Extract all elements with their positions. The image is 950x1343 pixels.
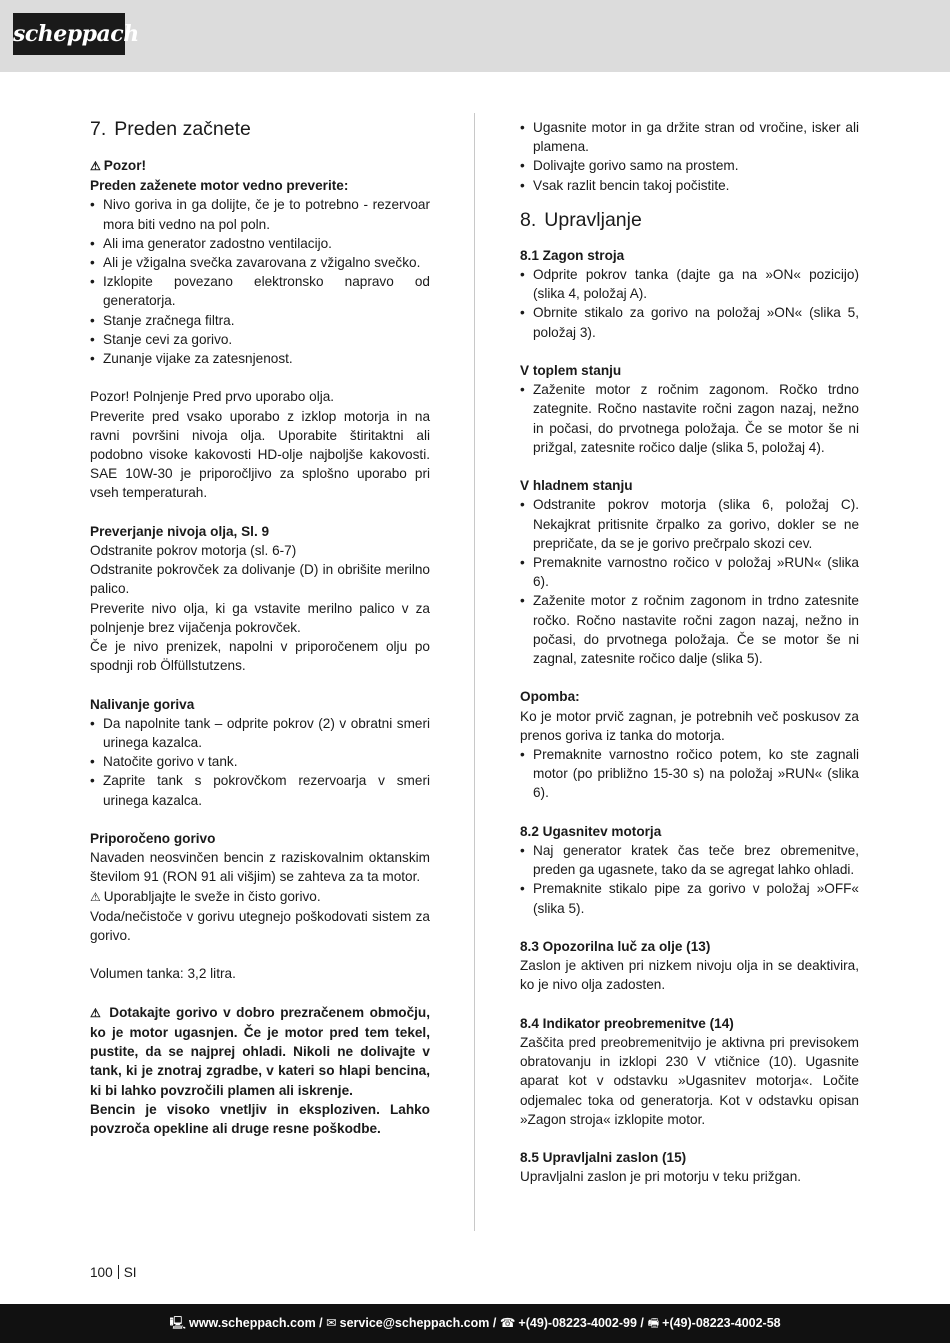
display-title: 8.5 Upravljalni zaslon (15) — [520, 1150, 687, 1166]
check-title: Preden zaženete motor vedno preverite: — [90, 178, 349, 194]
fuel-list — [90, 714, 430, 810]
list-item: • Stanje cevi za gorivo. — [90, 330, 430, 349]
email-link[interactable]: service@scheppach.com / — [339, 1316, 497, 1330]
phone-icon: ☎ — [499, 1316, 516, 1330]
warm-list — [520, 380, 859, 457]
list-item: • Premaknite varnostno ročico v položaj »RUN« (slika 6). — [520, 553, 859, 591]
list-item: • Odprite pokrov tanka (dajte ga na »ON« pozicijo) (slika 4, položaj A). — [520, 265, 859, 303]
fax-icon: 🖷 — [647, 1316, 660, 1330]
note-title: Opomba: — [520, 689, 580, 705]
oil-light-text: Zaslon je aktiven pri nizkem nivoju olja in se deaktivira, ko je nivo olja zadosten. — [520, 958, 859, 993]
list-item: • Vsak razlit bencin takoj počistite. — [520, 176, 859, 195]
overload-title: 8.4 Indikator preobremenitve (14) — [520, 1015, 734, 1031]
page-number: 100 SI — [90, 1265, 137, 1280]
flammable-warning: Bencin je visoko vnetljiv in eksploziven. Lahko povzroča opekline ali druge resne poškodbe. — [90, 1101, 430, 1137]
check-list — [90, 195, 430, 368]
header-bar — [0, 0, 950, 72]
fresh-fuel-note: ⚠ Uporabljajte le sveže in čisto gorivo. — [90, 887, 430, 907]
list-item: • Izklopite povezano elektronsko napravo od generatorja. — [90, 272, 430, 310]
fuel-title: Nalivanje goriva — [90, 696, 195, 712]
list-item: • Premaknite varnostno ročico potem, ko ste zagnali motor (po približno 15-30 s) na položaj »RUN« (slika 6). — [520, 745, 859, 803]
column-divider — [474, 113, 475, 1231]
recommended-fuel-text: Navaden neosvinčen bencin z raziskovalnim oktanskim številom 91 (RON 91 ali višjim) se zahteva za ta motor. — [90, 850, 430, 885]
mail-icon: ✉ — [326, 1316, 337, 1330]
list-item: • Zaženite motor z ročnim zagonom. Ročko trdno zategnite. Ročno nastavite ročni zagon nazaj, nežno in počasi, do prvotnega položaja. Če se motor še ni prižgal, zatesnite ročico dalje (slika 5, položaj 4). — [520, 380, 859, 457]
oil-fill-text: Preverite pred vsako uporabo z izklop motorja in na ravni površini nivoja olja. Uporabite štiritaktni ali podobno visoke kakovosti HD-olje najboljše kakovosti. SAE 10W-30 je priporočljivo za splošno uporabo pri vseh temperaturah. — [90, 408, 430, 501]
list-item: • Natočite gorivo v tank. — [90, 752, 430, 771]
list-item: • Odstranite pokrov motorja (slika 6, položaj C). Nekajkrat pritisnite črpalko za gorivo, dokler se ne prepričate, da se je gorivo prečrpalo skozi cev. — [520, 495, 859, 553]
warning-triangle-icon: ⚠ — [90, 159, 101, 173]
right-column — [520, 118, 859, 1187]
oil-check-line: Odstranite pokrov motorja (sl. 6-7) — [90, 543, 297, 559]
oil-check-line: Preverite nivo olja, ki ga vstavite merilno palico v za polnjenje brez vijačenja pokrovček. — [90, 600, 430, 635]
start-list — [520, 265, 859, 342]
oil-check-title: Preverjanje nivoja olja, Sl. 9 — [90, 523, 270, 539]
list-item: • Obrnite stikalo za gorivo na položaj »ON« (slika 5, položaj 3). — [520, 303, 859, 341]
list-item: • Ali ima generator zadostno ventilacijo. — [90, 234, 430, 253]
computer-icon: 🖳 — [169, 1316, 187, 1330]
cold-list — [520, 495, 859, 668]
list-item: • Stanje zračnega filtra. — [90, 311, 430, 330]
note-list — [520, 745, 859, 803]
phone-number: +(49)-08223-4002-99 / — [518, 1316, 644, 1330]
oil-check-line: Če je nivo prenizek, napolni v priporočenem olju po spodnji rob Ölfüllstutzens. — [90, 639, 430, 674]
list-item: • Nivo goriva in ga dolijte, če je to potrebno - rezervoar mora biti vedno na pol poln. — [90, 195, 430, 233]
list-item: • Zunanje vijake za zatesnjenost. — [90, 349, 430, 368]
oil-light-title: 8.3 Opozorilna luč za olje (13) — [520, 939, 711, 955]
list-item: • Da napolnite tank – odprite pokrov (2) v obratni smeri urinega kazalca. — [90, 714, 430, 752]
list-item: • Zaženite motor z ročnim zagonom in trdno zatesnite ročko. Ročno nastavite ročni zagon nazaj, nežno in počasi, do prvotnega položaja. Če se motor še ni zagnal, zatesnite ročico dalje (slika 5). — [520, 591, 859, 668]
tank-volume: Volumen tanka: 3,2 litra. — [90, 966, 236, 982]
overload-text: Zaščita pred preobremenitvijo je aktivna pri previsokem obratovanju in izklopi 230 V vtičnice (10). Ugasnite aparat kot v odstavku »Ugasnitev motorja«. Ločite odjemalec toka od generatorja. Kot v odstavku opisan »Zagon stroja« izklopite motor. — [520, 1035, 859, 1127]
list-item: • Zaprite tank s pokrovčkom rezervoarja v smeri urinega kazalca. — [90, 771, 430, 809]
list-item: • Naj generator kratek čas teče brez obremenitve, preden ga ugasnete, tako da se agregat lahko ohladi. — [520, 841, 859, 879]
stop-title: 8.2 Ugasnitev motorja — [520, 823, 662, 839]
cold-title: V hladnem stanju — [520, 478, 633, 494]
list-item: • Premaknite stikalo pipe za gorivo v položaj »OFF« (slika 5). — [520, 879, 859, 917]
note-text: Ko je motor prvič zagnan, je potrebnih več poskusov za prenos goriva iz tanka do motorja. — [520, 708, 859, 743]
oil-fill-line: Pozor! Polnjenje Pred prvo uporabo olja. — [90, 389, 335, 405]
start-title: 8.1 Zagon stroja — [520, 247, 625, 263]
recommended-fuel-title: Priporočeno gorivo — [90, 831, 216, 847]
left-column — [90, 118, 430, 1138]
fuel-safety-warning: ⚠ Dotakajte gorivo v dobro prezračenem območju, ko je motor ugasnjen. Če je motor pred tem tekel, pustite, da se najprej ohladi. Nikoli ne dolivajte v tank, ki je znotraj zgradbe, v kateri so hlapi bencina, ki bi lahko povzročili plamen ali iskrenje. — [90, 1004, 430, 1098]
contamination-note: Voda/nečistoče v gorivu utegnejo poškodovati sistem za gorivo. — [90, 908, 430, 944]
warning-triangle-icon: ⚠ — [90, 1005, 101, 1020]
top-list — [520, 118, 859, 195]
footer-contact-bar — [0, 1304, 950, 1343]
scheppach-logo: scheppach — [13, 13, 125, 55]
list-item: • Dolivajte gorivo samo na prostem. — [520, 156, 859, 175]
list-item: • Ali je vžigalna svečka zavarovana z vžigalno svečko. — [90, 253, 430, 272]
section-8-heading: 8. Upravljanje — [520, 208, 642, 231]
fax-number: +(49)-08223-4002-58 — [662, 1316, 781, 1330]
stop-list — [520, 841, 859, 918]
oil-check-line: Odstranite pokrovček za dolivanje (D) in obrišite merilno palico. — [90, 562, 430, 597]
warning-title: ⚠ Pozor! — [90, 156, 430, 176]
warm-title: V toplem stanju — [520, 363, 622, 379]
website-link[interactable]: www.scheppach.com / — [189, 1316, 323, 1330]
section-7-heading: 7. Preden začnete — [90, 118, 251, 140]
warning-triangle-icon: ⚠ — [90, 889, 101, 904]
list-item: • Ugasnite motor in ga držite stran od vročine, isker ali plamena. — [520, 118, 859, 156]
display-text: Upravljalni zaslon je pri motorju v teku prižgan. — [520, 1169, 802, 1185]
